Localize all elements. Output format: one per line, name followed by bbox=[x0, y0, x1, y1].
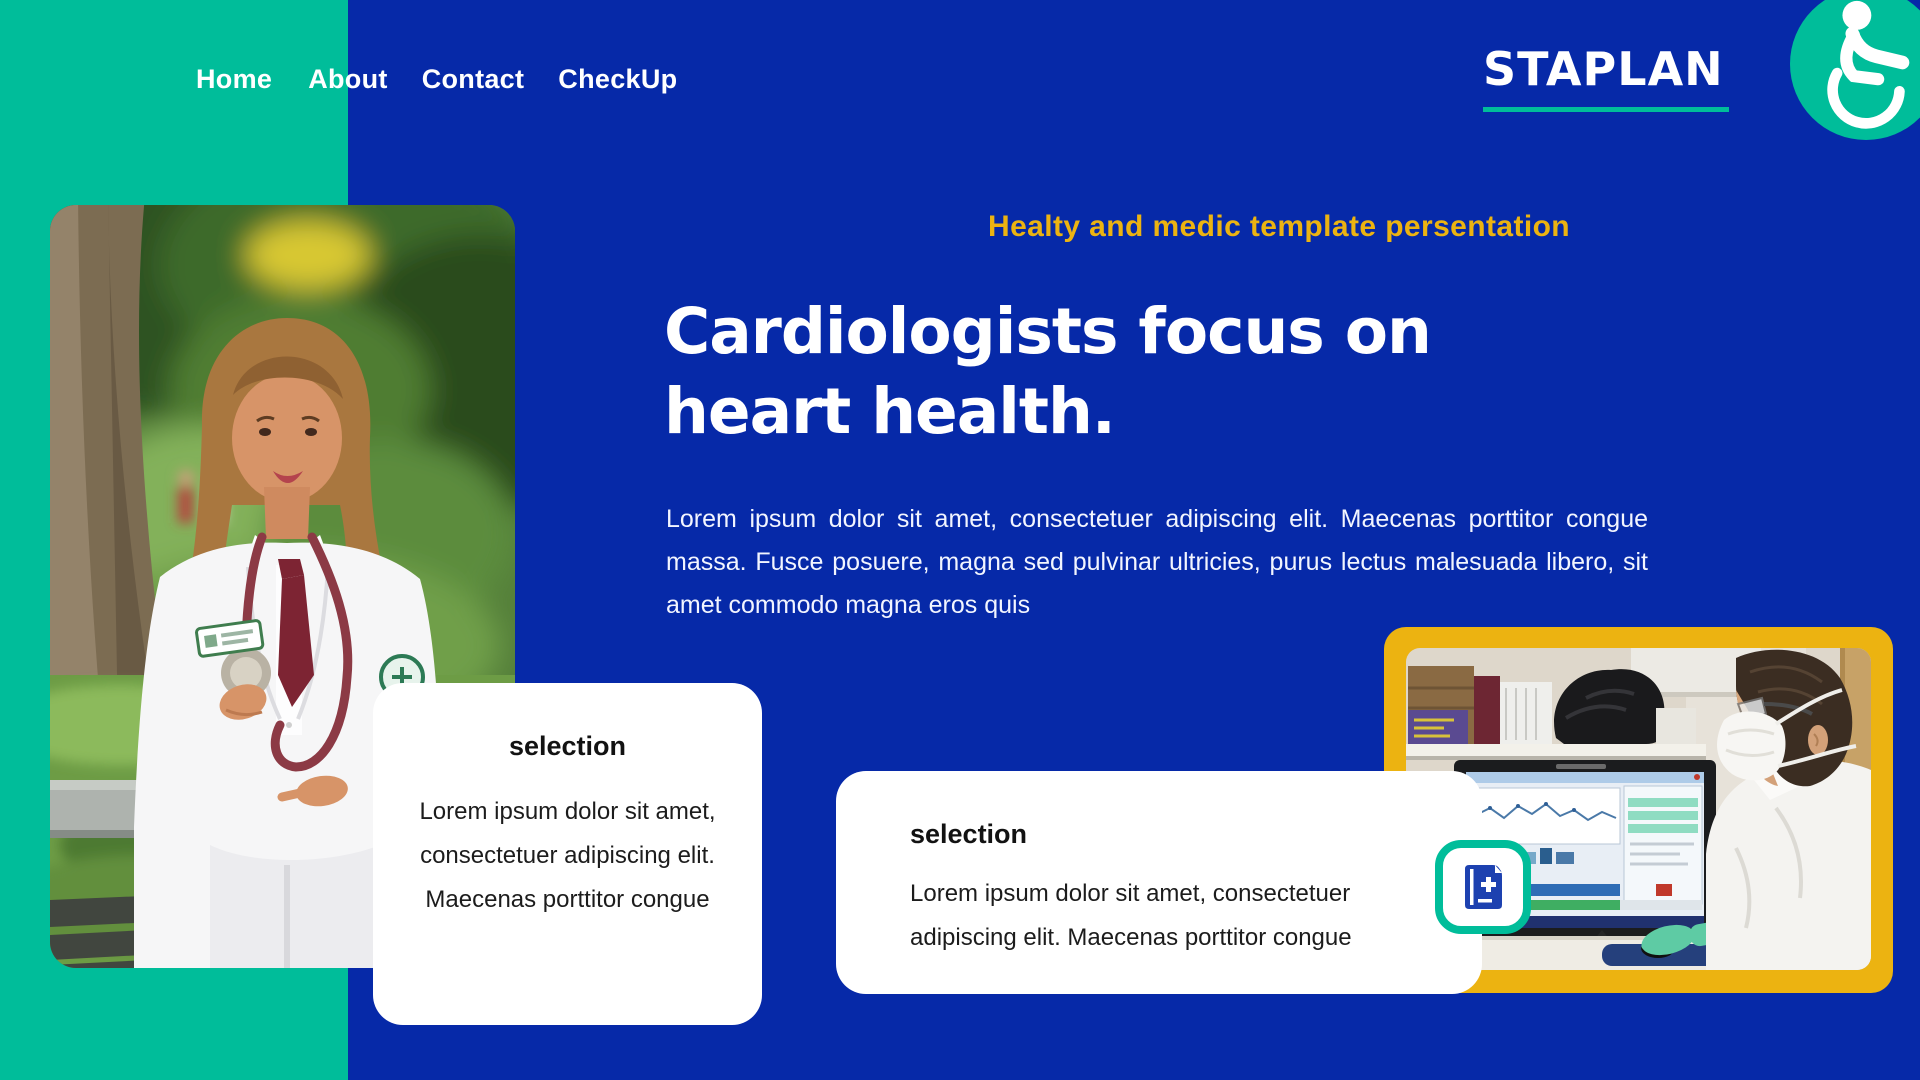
nav-item-home[interactable] bbox=[196, 64, 274, 95]
nav-item-contact[interactable] bbox=[422, 64, 525, 95]
medical-book-badge bbox=[1435, 840, 1531, 934]
hero-paragraph: Lorem ipsum dolor sit amet, consectetuer adipiscing elit. Maecenas porttitor congue massa. Fusce posuere, magna sed pulvinar ultricies, purus lectus malesuada libero, sit amet commodo magna eros quis bbox=[666, 505, 1648, 619]
page-title-line2: heart health. bbox=[664, 375, 1115, 448]
nav-item-home-label: Home bbox=[196, 64, 273, 94]
accessibility-wheelchair-icon bbox=[1790, 0, 1920, 140]
main-nav bbox=[196, 64, 677, 95]
selection-card-2-title: selection bbox=[910, 819, 1028, 849]
page-title bbox=[664, 292, 1624, 452]
brand-logo[interactable] bbox=[1483, 42, 1729, 112]
nav-item-checkup[interactable] bbox=[558, 64, 677, 95]
selection-card-2 bbox=[836, 771, 1482, 994]
accessibility-badge bbox=[1790, 0, 1920, 140]
brand-name: STAPLAN bbox=[1483, 42, 1724, 96]
brand-underline bbox=[1483, 107, 1729, 112]
nav-item-about[interactable] bbox=[308, 64, 387, 95]
medical-book-icon bbox=[1461, 863, 1505, 911]
nav-item-contact-label: Contact bbox=[421, 64, 525, 94]
nav-item-about-label: About bbox=[308, 64, 388, 94]
selection-card-1-title: selection bbox=[508, 731, 627, 761]
page-title-line1: Cardiologists focus on bbox=[664, 295, 1431, 368]
selection-card-2-body: Lorem ipsum dolor sit amet, consectetuer adipiscing elit. Maecenas porttitor congue bbox=[910, 880, 1352, 951]
hero-tagline: Healty and medic template persentation bbox=[988, 210, 1571, 243]
selection-card-1-body: Lorem ipsum dolor sit amet, consectetuer adipiscing elit. Maecenas porttitor congue bbox=[419, 798, 716, 913]
nav-item-checkup-label: CheckUp bbox=[558, 64, 678, 94]
selection-card-1 bbox=[373, 683, 762, 1025]
